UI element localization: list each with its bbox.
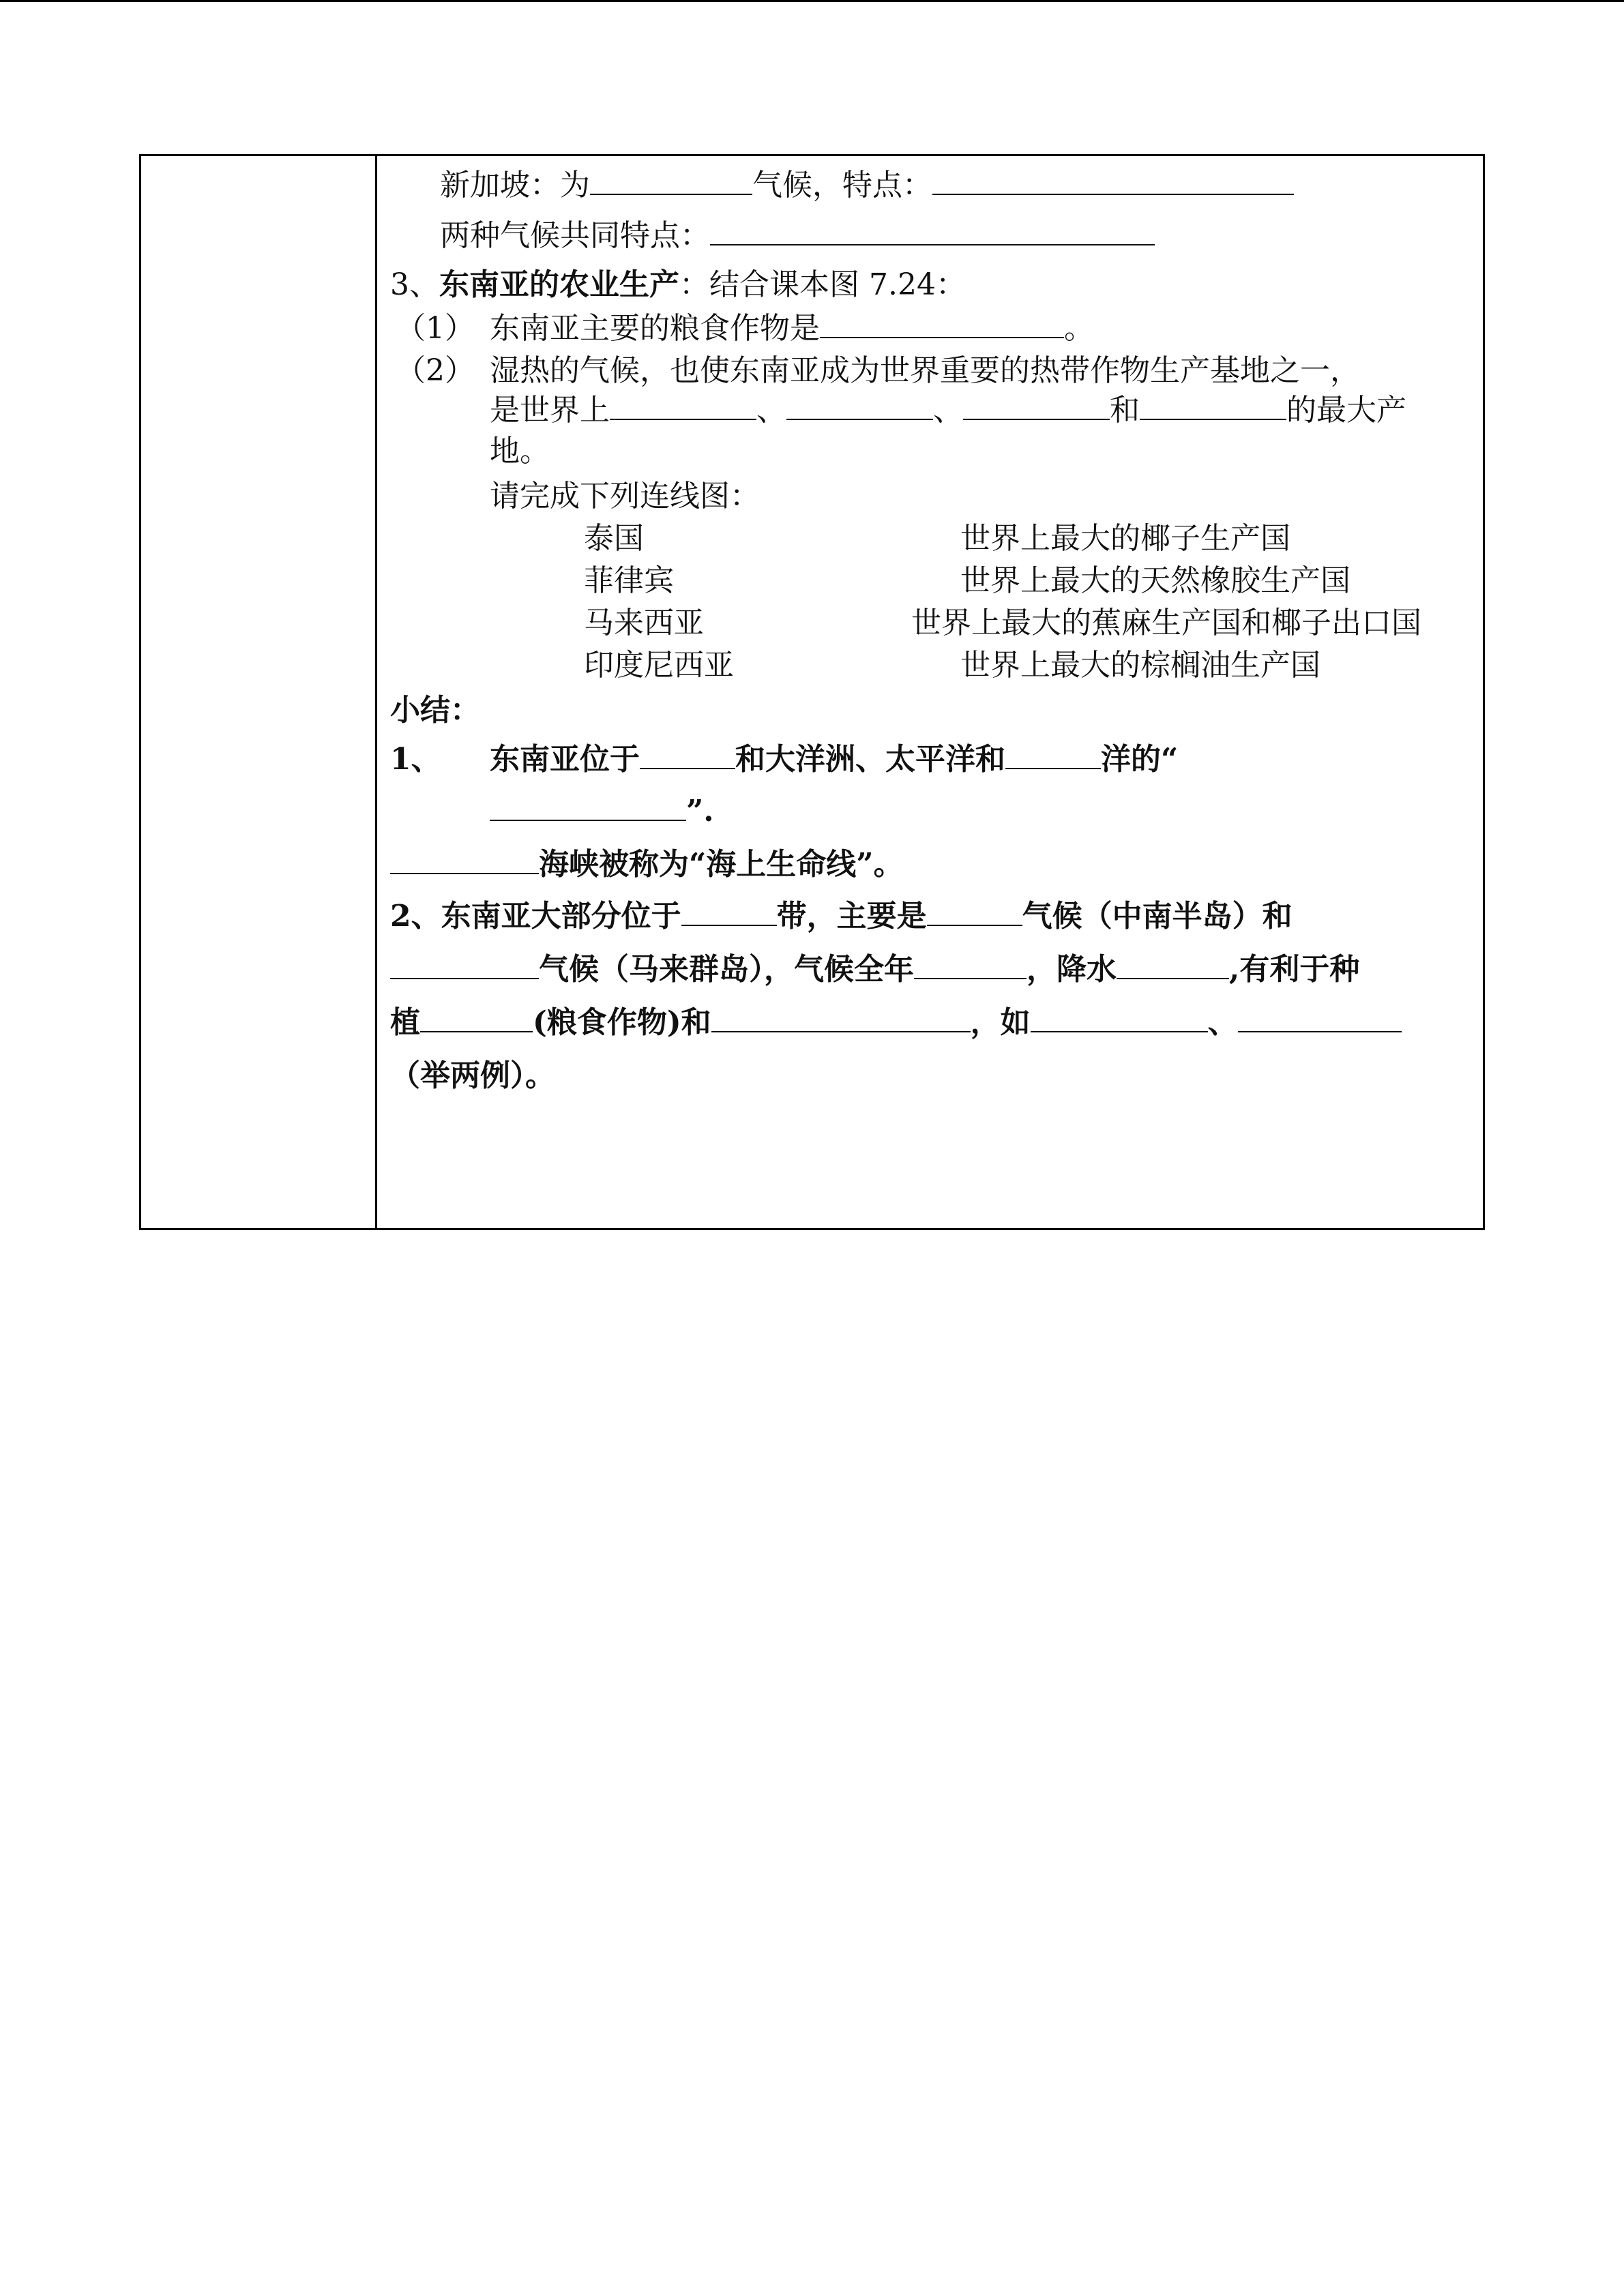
summary-p2-blank-1[interactable] [681,897,777,926]
summary-title: 小结： [390,693,480,728]
summary-p2-blank-7[interactable] [711,1004,971,1032]
summary-strait-blank[interactable] [390,846,539,874]
q2-blank-2[interactable] [786,391,933,420]
agri-suffix: ：结合课本图 7.24： [679,267,966,302]
q2-sep-2: 、 [933,393,963,428]
common-features-blank[interactable] [710,217,1155,245]
summary-p2-g: 植 [390,1005,420,1040]
singapore-line [440,166,1294,205]
agri-heading [390,266,966,304]
summary-p1-blank-2[interactable] [1005,741,1101,769]
q2-blank-4[interactable] [1140,391,1286,420]
country-thailand: 泰国 [584,521,644,556]
product-palm-oil: 世界上最大的棕榈油生产国 [960,648,1320,683]
agri-title: 东南亚的农业生产 [439,267,679,302]
summary-p2-line1 [390,897,1293,936]
summary-p2-blank-6[interactable] [420,1004,533,1032]
summary-p2-blank-4[interactable] [914,951,1027,979]
summary-p2-a: 2、东南亚大部分位于 [390,899,681,934]
match-instruction: 请完成下列连线图： [490,479,760,513]
q1-text: 东南亚主要的粮食作物是 [490,311,820,346]
country-philippines: 菲律宾 [584,563,674,598]
summary-p2-line2 [390,951,1359,989]
agri-number: 3、 [390,267,439,302]
summary-p2-h: (粮食作物)和 [533,1005,711,1040]
q2-line2 [490,391,1406,430]
summary-p1-a: 东南亚位于 [490,742,640,777]
summary-p1-e: 海峡被称为“海上生命线”。 [539,847,904,882]
q2-line2-prefix: 是世界上 [490,393,610,428]
q2-suffix: 的最大产 [1286,393,1406,428]
singapore-climate-blank[interactable] [590,166,752,195]
summary-p1-b: 和大洋洲、太平洋和 [735,742,1005,777]
summary-p1-blank-1[interactable] [640,741,735,769]
q2-he: 和 [1110,393,1140,428]
summary-p1-d: ”. [686,794,714,829]
summary-p2-blank-3[interactable] [390,951,539,979]
q1-line [490,310,1094,348]
product-abaca: 世界上最大的蕉麻生产国和椰子出口国 [911,606,1421,640]
summary-p2-e: ，降水 [1027,952,1117,987]
q2-line3: 地。 [490,434,550,468]
product-coconut: 世界上最大的椰子生产国 [960,521,1290,556]
singapore-prefix: 新加坡：为 [440,168,590,203]
q1-number: （1） [396,311,475,346]
summary-p1-line3 [390,846,904,884]
summary-p2-blank-5[interactable] [1117,951,1229,979]
summary-p1-line2 [490,792,714,831]
summary-p2-c: 气候（中南半岛）和 [1022,899,1293,934]
summary-p2-d: 气候（马来群岛），气候全年 [539,952,914,987]
q2-line1: 湿热的气候，也使东南亚成为世界重要的热带作物生产基地之一， [490,353,1360,388]
summary-p2-j: 、 [1207,1005,1238,1040]
summary-p2-f: ,有利于种 [1229,952,1360,987]
summary-p2-i: ，如 [970,1005,1031,1040]
summary-p2-blank-8[interactable] [1031,1004,1208,1032]
product-rubber: 世界上最大的天然橡胶生产国 [960,563,1350,598]
summary-p2-b: 带，主要是 [776,899,927,934]
singapore-features-blank[interactable] [932,166,1294,195]
summary-p2-blank-2[interactable] [927,897,1022,926]
summary-p2-line3 [390,1004,1402,1042]
country-indonesia: 印度尼西亚 [584,648,734,683]
q2-blank-1[interactable] [610,391,756,420]
summary-p2-blank-9[interactable] [1238,1004,1402,1032]
page-top-border [0,0,1624,2]
common-features-line [440,217,1155,255]
q2-number: （2） [396,353,475,388]
summary-p2-line4: （举两例）。 [390,1058,555,1093]
common-features-label: 两种气候共同特点： [440,218,710,253]
q2-sep-1: 、 [756,393,786,428]
table-column-divider [375,154,377,1230]
summary-p1-blank-3[interactable] [490,792,686,821]
q1-end: 。 [1064,311,1094,346]
singapore-climate-suffix: 气候，特点： [752,168,932,203]
q2-blank-3[interactable] [963,391,1110,420]
q1-blank[interactable] [820,310,1064,338]
summary-p1-number: 1、 [390,742,441,777]
summary-p1-line1 [490,741,1178,779]
country-malaysia: 马来西亚 [584,606,704,640]
summary-p1-c: 洋的“ [1101,742,1179,777]
